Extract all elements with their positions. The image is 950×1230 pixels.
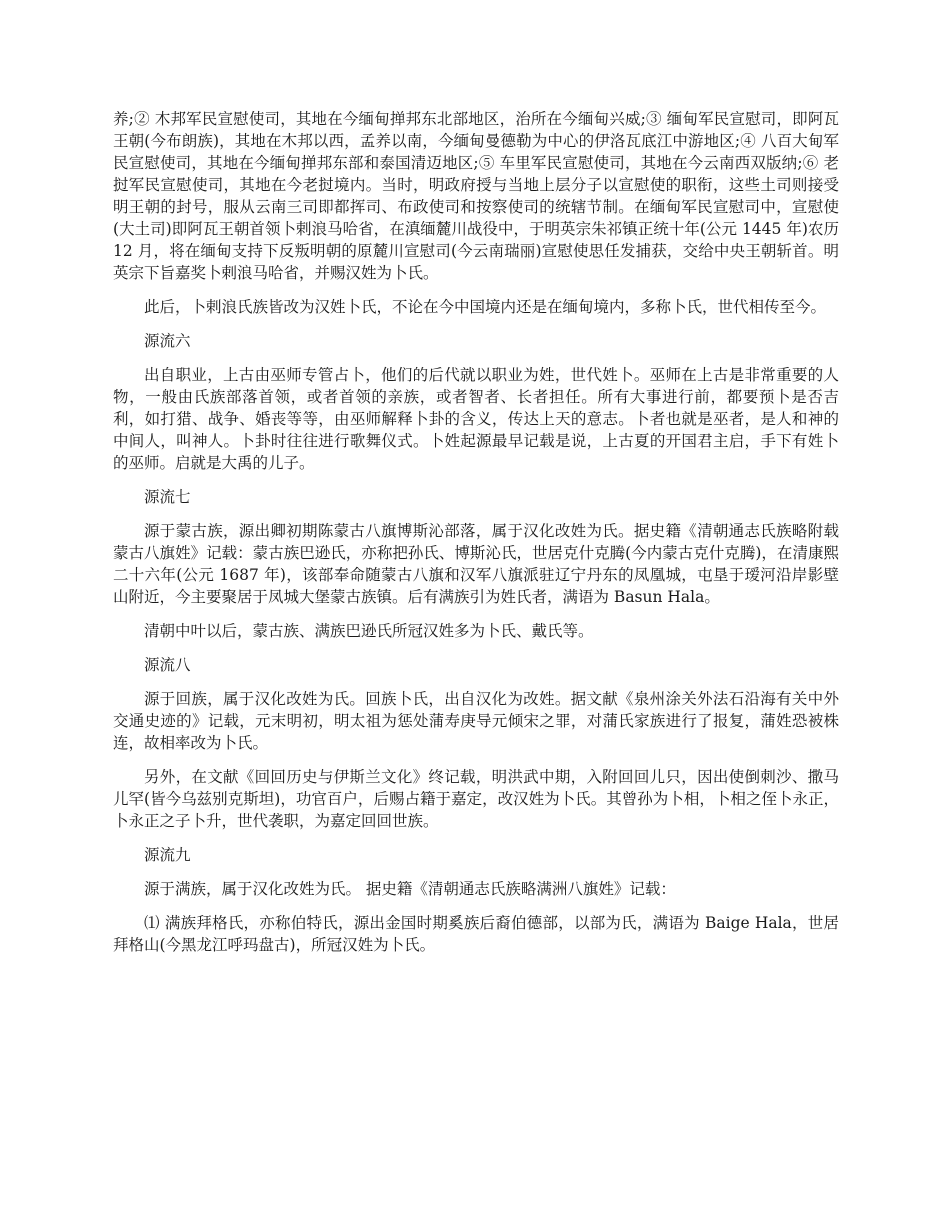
paragraph-text: 源于满族，属于汉化改姓为氏。 据史籍《清朝通志氏族略满洲八旗姓》记载： <box>144 880 676 898</box>
paragraph-text: 源于回族，属于汉化改姓为氏。回族卜氏，出自汉化为改姓。据文献《泉州涂关外法石沿海有关中外交通史迹的》记载，元末明初，明太祖为惩处蒲寿庚导元倾宋之罪，对蒲氏家族进行了报复，蒲姓恐被株连，故相率改为卜氏。 <box>113 690 839 752</box>
paragraph-text: 养;② 木邦军民宣慰使司，其地在今缅甸掸邦东北部地区，治所在今缅甸兴威;③ 缅甸军民宣慰司，即阿瓦王朝(今布朗族)，其地在木邦以西，孟养以南，今缅甸曼德勒为中心的伊洛瓦底江中游地区;④ 八百大甸军民宣慰使司，其地在今缅甸掸邦东部和泰国清迈地区;⑤ 车里军民宣慰使司，其地在今云南西双版纳;⑥ 老挝军民宣慰使司，其地在今老挝境内。当时，明政府授与当地上层分子以宣慰使的职衔，这些土司则接受明王朝的封号，服从云南三司即都挥司、布政使司和按察使司的统辖节制。在缅甸军民宣慰司中，宣慰使(大土司)即阿瓦王朝首领卜剌浪马哈省，在滇缅麓川战役中，于明英宗朱祁镇正统十年(公元 1445 年)农历 12 月，将在缅甸支持下反叛明朝的原麓川宣慰司(今云南瑞丽)宣慰使思任发捕获，交给中央王朝斩首。明英宗下旨嘉奖卜剌浪马哈省，并赐汉姓为卜氏。 <box>113 110 839 282</box>
paragraph-text: 清朝中叶以后，蒙古族、满族巴逊氏所冠汉姓多为卜氏、戴氏等。 <box>144 622 594 640</box>
paragraph-text: 另外，在文献《回回历史与伊斯兰文化》终记载，明洪武中期，入附回回儿只，因出使倒刺沙、撒马儿罕(皆今乌兹别克斯坦)，功官百户，后赐占籍于嘉定，改汉姓为卜氏。其曾孙为卜相，卜相之侄卜永正，卜永正之子卜升，世代袭职，为嘉定回回世族。 <box>113 768 839 830</box>
section-heading: 源流七 <box>144 488 191 506</box>
document-page <box>113 108 839 968</box>
paragraph-text: 此后，卜剌浪氏族皆改为汉姓卜氏，不论在今中国境内还是在缅甸境内，多称卜氏，世代相传至今。 <box>144 298 827 316</box>
paragraph-text: 出自职业，上古由巫师专管占卜，他们的后代就以职业为姓，世代姓卜。巫师在上古是非常重要的人物，一般由氏族部落首领，或者首领的亲族，或者智者、长者担任。所有大事进行前，都要预卜是否吉利，如打猎、战争、婚丧等等，由巫师解释卜卦的含义，传达上天的意志。卜者也就是巫者，是人和神的中间人，叫神人。卜卦时往往进行歌舞仪式。卜姓起源最早记载是说，上古夏的开国君主启，手下有姓卜的巫师。启就是大禹的儿子。 <box>113 366 839 472</box>
section-heading: 源流八 <box>144 656 191 674</box>
paragraph-text: ⑴ 满族拜格氏，亦称伯特氏，源出金国时期奚族后裔伯德部，以部为氏，满语为 Baige Hala，世居拜格山(今黑龙江呼玛盘古)，所冠汉姓为卜氏。 <box>113 914 839 954</box>
paragraph-text: 源于蒙古族，源出卿初期陈蒙古八旗博斯沁部落，属于汉化改姓为氏。据史籍《清朝通志氏族略附载蒙古八旗姓》记载：蒙古族巴逊氏，亦称把孙氏、博斯沁氏，世居克什克腾(今内蒙古克什克腾)，在清康熙二十六年(公元 1687 年)，该部奉命随蒙古八旗和汉军八旗派驻辽宁丹东的凤凰城，屯垦于瑷河沿岸影壁山附近，今主要聚居于凤城大堡蒙古族镇。后有满族引为姓氏者，满语为 Basun Hala。 <box>113 522 839 606</box>
section-heading: 源流六 <box>144 332 191 350</box>
section-heading: 源流九 <box>144 846 191 864</box>
